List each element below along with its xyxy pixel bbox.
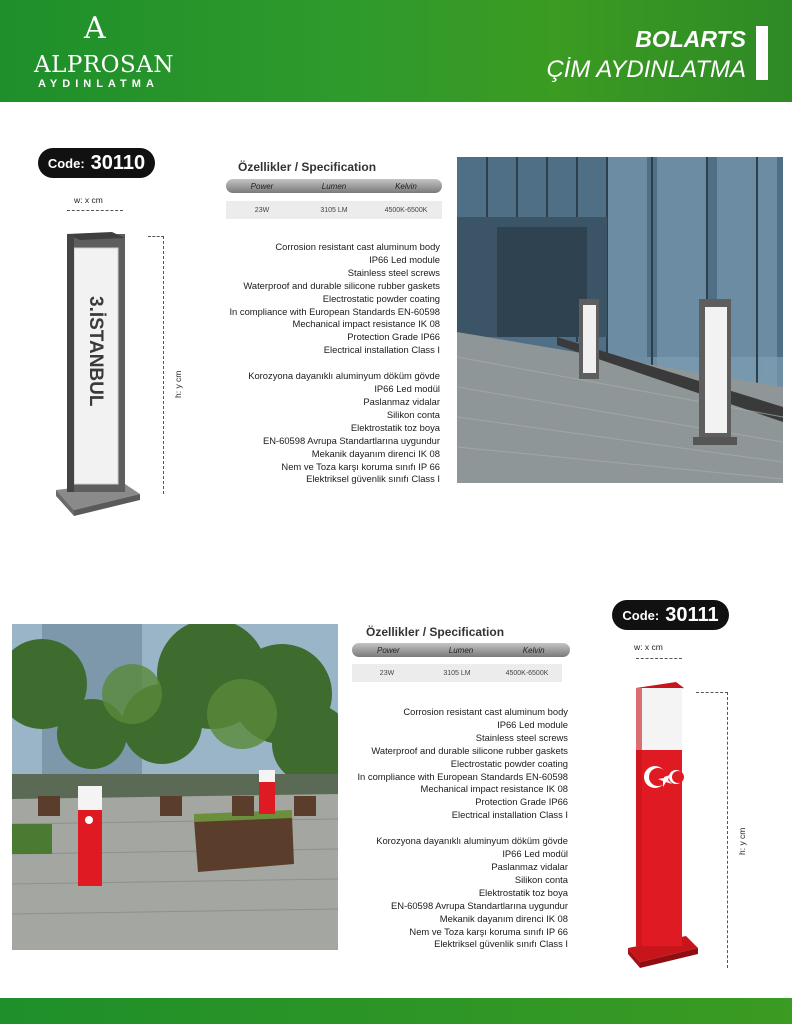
brand-name: ALPROSAN [34,52,175,78]
feature-en: IP66 Led module [369,253,440,265]
feature-tr: Elektriksel güvenlik sınıfı Class I [306,473,440,485]
height-label: h: y cm [737,827,747,855]
feature-tr: Korozyona dayanıklı aluminyum döküm gövde [248,370,440,382]
spec-header-power: Power [250,181,274,191]
spec-value-lumen: 3105 LM [320,206,348,214]
product-code-badge [38,148,155,178]
spec-value-power: 23W [254,206,270,214]
feature-en: Corrosion resistant cast aluminum body [275,241,440,252]
feature-tr: Silikon conta [386,408,440,420]
code-label: Code: [622,607,660,623]
product-code-badge [612,600,729,630]
feature-en: Mechanical impact resistance IK 08 [292,318,440,330]
spec-title: Özellikler / Specification [366,625,505,639]
spec-value-lumen: 3105 LM [443,669,471,677]
bollard-panel-text: 3.İSTANBUL [85,296,106,407]
feature-en: Electrostatic powder coating [322,292,440,304]
feature-tr: Elektrostatik toz boya [350,421,440,433]
spec-value-row [352,664,562,682]
width-label: w: x cm [74,195,103,205]
spec-header-row [226,179,442,193]
feature-tr: Mekanik dayanım direnci IK 08 [439,912,568,924]
feature-list-30111 [357,706,568,951]
page-header [0,0,792,102]
feature-tr: Elektriksel güvenlik sınıfı Class I [434,938,568,950]
feature-en: In compliance with European Standards EN-60598 [357,770,568,782]
code-label: Code: [47,155,85,171]
spec-title: Özellikler / Specification [238,160,377,174]
spec-header-row [352,643,570,657]
feature-en: IP66 Led module [497,718,568,730]
feature-list-30110 [229,241,440,486]
brand-logo [34,11,175,94]
width-label: w: x cm [634,642,663,652]
height-label: h: y cm [173,370,183,398]
feature-en: Electrostatic powder coating [450,757,568,769]
feature-tr: Paslanmaz vidalar [363,395,440,407]
feature-en: Electrical installation Class I [451,809,568,821]
feature-tr: EN-60598 Avrupa Standartlarına uygundur [262,434,440,446]
feature-en: Corrosion resistant cast aluminum body [403,706,568,717]
feature-tr: EN-60598 Avrupa Standartlarına uygundur [390,899,568,911]
feature-en: Waterproof and durable silicone rubber gaskets [371,744,568,756]
feature-tr: Korozyona dayanıklı aluminyum döküm gövde [376,835,568,847]
spec-value-kelvin: 4500K-6500K [505,669,549,677]
feature-tr: Nem ve Toza karşı koruma sınıfı IP 66 [409,925,568,937]
feature-en: Stainless steel screws [475,731,568,743]
logo-mark-icon: A [84,11,106,46]
product-photo-30111 [12,624,338,950]
feature-tr: Mekanik dayanım direnci IK 08 [311,447,440,459]
height-dimension-line [727,692,728,968]
feature-tr: Nem ve Toza karşı koruma sınıfı IP 66 [281,460,440,472]
spec-value-row [226,201,442,219]
height-dimension-top [148,236,164,237]
width-dimension-line [67,210,123,211]
brand-subtitle: AYDINLATMA [38,78,159,90]
spec-header-kelvin: Kelvin [395,181,417,191]
spec-header-kelvin: Kelvin [522,645,545,655]
feature-en: In compliance with European Standards EN-60598 [229,305,440,317]
feature-tr: IP66 Led modül [502,848,568,860]
product-code: 30111 [665,603,719,626]
spec-header-power: Power [376,645,400,655]
spec-value-kelvin: 4500K-6500K [384,206,428,214]
feature-tr: Silikon conta [514,873,568,885]
bollard-30111-drawing [626,680,702,970]
title-accent-bar [756,26,768,80]
spec-value-power: 23W [379,669,395,677]
height-dimension-line [163,236,164,494]
spec-header-lumen: Lumen [448,645,474,655]
feature-en: Stainless steel screws [347,266,440,278]
spec-header-lumen: Lumen [321,181,347,191]
feature-tr: Elektrostatik toz boya [478,886,568,898]
product-photo-30110 [457,157,783,483]
feature-tr: Paslanmaz vidalar [491,860,568,872]
feature-en: Mechanical impact resistance IK 08 [420,783,568,795]
feature-en: Waterproof and durable silicone rubber gaskets [243,279,440,291]
page-footer [0,998,792,1024]
product-code: 30110 [90,151,146,174]
feature-tr: IP66 Led modül [374,383,440,395]
feature-en: Protection Grade IP66 [475,796,568,808]
width-dimension-line [636,658,682,659]
bollard-light-panel [636,688,682,750]
feature-en: Electrical installation Class I [323,344,440,356]
page-subtitle: ÇİM AYDINLATMA [546,56,746,83]
feature-en: Protection Grade IP66 [347,331,440,343]
bollard-30110-drawing [52,228,144,522]
page-title: BOLARTS [635,26,746,52]
